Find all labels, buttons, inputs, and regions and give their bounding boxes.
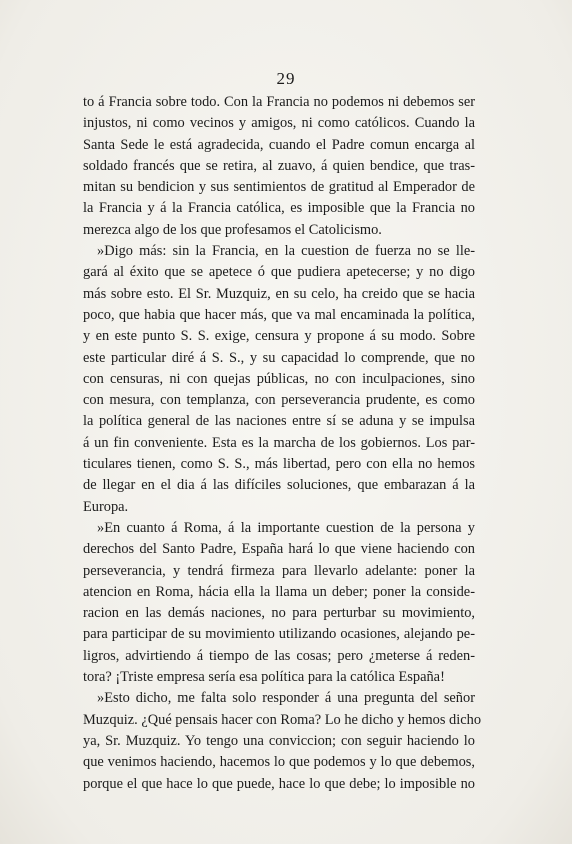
text-line: racion en las demás naciones, no para perturbar su movimiento, [83,605,475,622]
text-line: derechos del Santo Padre, España hará lo que viene haciendo con [83,541,475,558]
text-line: ligros, advirtiendo á tiempo de las cosas; pero ¿meterse á reden- [83,647,475,664]
text-line: merezca algo de los que profesamos el Catolicismo. [83,221,382,238]
text-line: to á Francia sobre todo. Con la Francia no podemos ni debemos ser [83,94,475,110]
text-line: de llegar en el dia á las difíciles soluciones, que embarazan á la [83,477,475,494]
text-line: Muzquiz. ¿Qué pensais hacer con Roma? Lo he dicho y hemos dicho [83,711,482,728]
body-text [83,92,482,795]
text-line: ya, Sr. Muzquiz. Yo tengo una conviccion; con seguir haciendo lo [83,732,475,749]
text-line: más sobre esto. El Sr. Muzquiz, en su celo, ha creido que se hacia [83,285,475,302]
text-line: que venimos haciendo, hacemos lo que podemos y lo que debemos, [83,754,475,771]
text-line: »Digo más: sin la Francia, en la cuestion de fuerza no se lle- [97,243,475,260]
text-line: para participar de su movimiento utilizando ocasiones, alejando pe- [83,626,475,643]
text-line: »Esto dicho, me falta solo responder á una pregunta del señor [97,690,475,707]
text-line: atencion en Roma, hácia ella la llama un deber; poner la conside- [83,583,475,600]
text-line: Europa. [83,498,129,515]
text-line: gará al éxito que se apetece ó que pudiera apetecerse; y no digo [83,264,475,281]
text-line: la Francia y á la Francia católica, es imposible que la Francia no [83,200,475,217]
text-line: soldado francés que se retira, al zuavo, á quien bendice, que tras- [83,157,475,174]
text-line: tora? ¡Triste empresa sería esa política para la católica España! [83,669,445,686]
text-line: poco, que habia que hacer más, que va mal encaminada la política, [83,306,475,323]
text-line: á un fin conveniente. Esta es la marcha de los gobiernos. Los par- [83,434,475,451]
page-number: 29 [276,69,296,88]
text-line: porque el que hace lo que puede, hace lo que debe; lo imposible no [83,775,475,792]
text-line: la política general de las naciones entre sí se aduna y se impulsa [83,413,475,430]
text-line: injustos, ni como vecinos y amigos, ni como católicos. Cuando la [83,115,475,132]
text-line: con censuras, ni con quejas públicas, no con inculpaciones, sino [83,370,475,387]
text-line: Santa Sede le está agradecida, cuando el Padre comun encarga al [83,136,475,153]
text-line: con mesura, con templanza, con perseverancia prudente, es como [83,392,475,409]
text-line: »En cuanto á Roma, á la importante cuestion de la persona y [97,519,475,536]
text-line: este particular diré á S. S., y su capacidad lo comprende, que no [83,349,475,366]
text-line: ticulares tienen, como S. S., más libertad, pero con ella no hemos [83,456,475,473]
text-line: y en este punto S. S. exige, censura y propone á su modo. Sobre [83,328,475,345]
text-line: perseverancia, y tendrá firmeza para llevarlo adelante: poner la [83,562,475,579]
text-line: mitan su bendicion y sus sentimientos de gratitud al Emperador de [83,179,475,196]
